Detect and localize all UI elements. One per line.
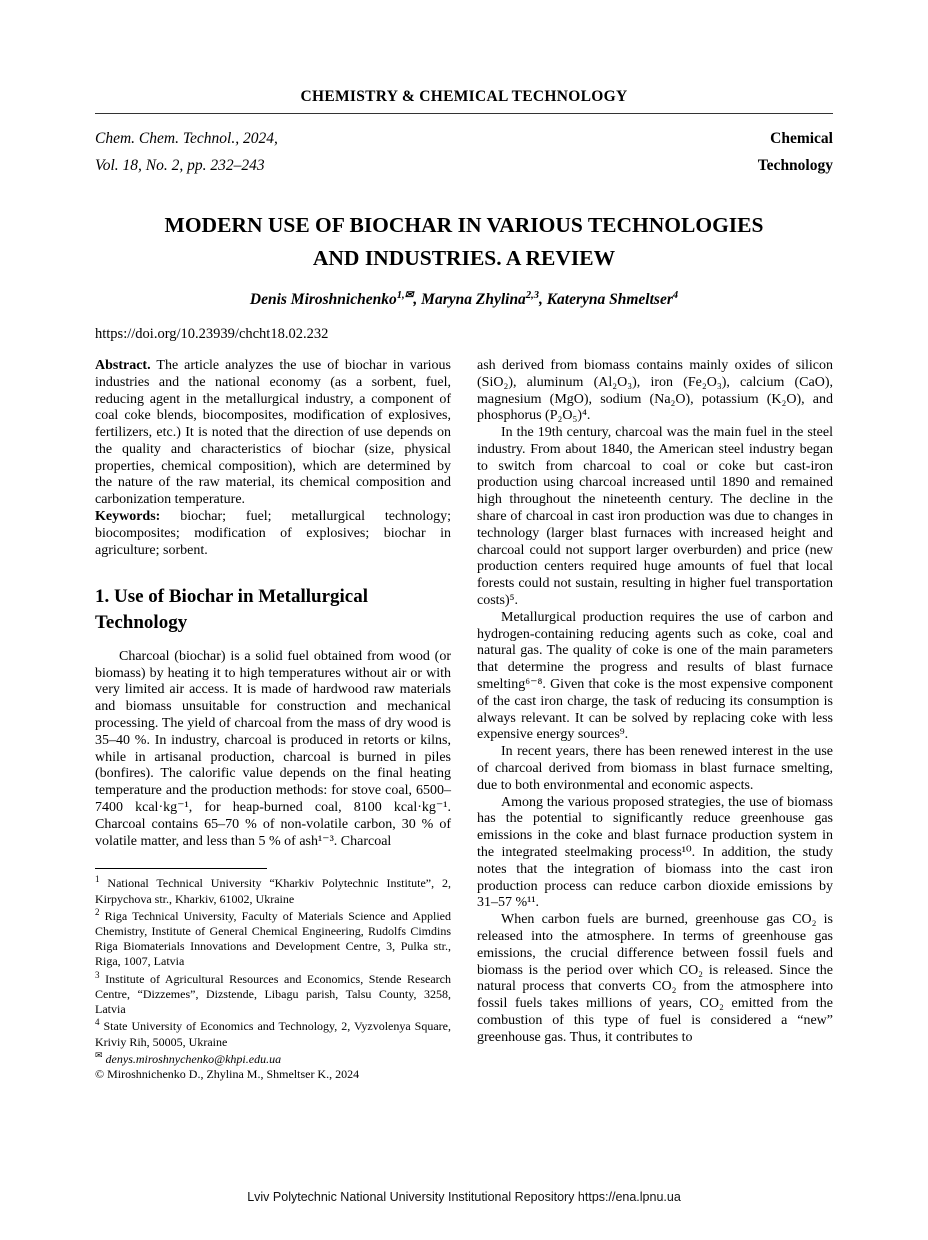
footnote-email: [95, 1050, 451, 1067]
right-column: [477, 358, 833, 1082]
author-1-affiliation-sup: 1,✉: [396, 289, 414, 301]
article-title: [95, 209, 833, 274]
keywords-paragraph: [95, 509, 451, 559]
section-line1: Chemical: [770, 130, 833, 147]
footnote-1-text: National Technical University “Kharkiv Polytechnic Institute”, 2, Kirpychova str., Kharkiv, 61002, Ukraine: [95, 876, 452, 906]
citation-line2: Vol. 18, No. 2, pp. 232–243: [95, 157, 265, 175]
authors-line: [95, 289, 833, 309]
copyright-icon: ©: [95, 1067, 105, 1082]
author-2-affiliation-sup: 2,3: [525, 289, 539, 301]
author-3-affiliation-sup: 4: [672, 289, 679, 301]
doi-link[interactable]: https://doi.org/10.23939/chcht18.02.232: [95, 325, 329, 342]
footnote-1: [95, 874, 451, 906]
section-line2: Technology: [757, 157, 833, 175]
footnote-2-marker: 2: [95, 906, 100, 917]
footnote-4-marker: 4: [95, 1017, 100, 1028]
footnote-2-text: Riga Technical University, Faculty of Materials Science and Applied Chemistry, Institute of General Chemical Engineering, Rudolfs Cimdins Riga Biomaterials Innovations and Development Centre, 3, Pulka str., Riga, 1007, Latvia: [95, 908, 451, 969]
footer-text: Lviv Polytechnic National University Institutional Repository: [247, 1190, 575, 1204]
section-1-heading: 1. Use of Biochar in Metallurgical Technology: [95, 586, 369, 634]
footnote-3-text: Institute of Agricultural Resources and Economics, Stende Research Centre, “Dizzemes”, Dizstende, Libagu parish, Talsu County, 3258, Latvia: [95, 971, 451, 1017]
copyright-line: [95, 1067, 451, 1082]
author-1: Denis Miroshnichenko$^{1,✉}$,: [249, 289, 418, 308]
citation-line1: Chem. Chem. Technol., 2024,: [95, 130, 278, 147]
body-paragraph-right-1: ash derived from biomass contains mainly oxides of silicon (SiO₂), aluminum (Al₂O₃), iron (Fe₂O₃), calcium (CaO), magnesium (MgO), sodium (Na₂O), potassium (K₂O), and phosphorus (P₂O₅)⁴.: [477, 357, 833, 424]
header-rule: [95, 113, 833, 114]
repository-footer: [0, 1190, 928, 1204]
journal-section: [758, 125, 833, 179]
abstract-label: Abstract.: [95, 357, 151, 373]
running-head: CHEMISTRY & CHEMICAL TECHNOLOGY: [300, 88, 628, 105]
left-column: [95, 358, 451, 1082]
body-paragraph-right-5: Among the various proposed strategies, the use of biomass has the potential to significantly reduce greenhouse gas emissions in the coke and blast furnace production system in the integrated steelmaking process¹⁰. In addition, the study notes that the integration of biomass into the cast iron production process can reduce carbon dioxide emissions by 31–57 %¹¹.: [477, 794, 833, 911]
email-link[interactable]: denys.miroshnychenko@khpi.edu.ua: [105, 1051, 282, 1066]
keywords-label: Keywords:: [95, 509, 161, 525]
envelope-icon: ✉: [95, 1049, 103, 1060]
footnotes-block: [95, 850, 451, 1082]
footnote-4: [95, 1017, 451, 1049]
title-line-1: MODERN USE OF BIOCHAR IN VARIOUS TECHNOLOGIES: [164, 213, 764, 238]
title-line-2: AND INDUSTRIES. A REVIEW: [312, 245, 616, 270]
body-paragraph-left-1: Charcoal (biochar) is a solid fuel obtained from wood (or biomass) by heating it to high temperatures without air or with very limited air access. It is made of hardwood raw materials and biomass unsuitable for construction and mechanical processing. The yield of charcoal from the mass of dry wood is 35–40 %. In industry, charcoal is produced in retorts or kilns, while in artisanal production, charcoal is burned in piles (bonfires). The calorific value depends on the final heating temperature and the production methods: for stove coal, 6500–7400 kcal·kg⁻¹, for heap-burned coal, 8100 kcal·kg⁻¹. Charcoal contains 65–70 % of non-volatile carbon, 30 % of volatile matter, and less than 5 % of ash¹⁻³. Charcoal: [95, 648, 451, 849]
footnote-1-marker: 1: [95, 874, 100, 885]
body-paragraph-right-6: When carbon fuels are burned, greenhouse gas CO₂ is released into the atmosphere. In terms of greenhouse gas emissions, the crucial difference between fossil fuels and biomass is the period over which CO₂ is released. Since the natural process that converts CO₂ from the atmosphere into fossil fuels takes millions of years, CO₂ emitted from the combustion of this type of fuel is considered a “new” greenhouse gas. Thus, it contributes to: [477, 912, 833, 1045]
copyright-text: Miroshnichenko D., Zhylina M., Shmeltser K., 2024: [107, 1067, 360, 1082]
body-paragraph-right-2: In the 19th century, charcoal was the main fuel in the steel industry. From about 1840, the American steel industry began to switch from charcoal to coal or coke but cast-iron production using charcoal increased until 1890 and remained high throughout the nineteenth century. The decline in the share of charcoal in cast iron production was due to changes in technology (larger blast furnaces with increased height and charcoal could not support larger overburden) and price (new production centers required huge amounts of fuel that local forests could not sustain, resulting in higher fuel transportation costs)⁵.: [477, 425, 833, 609]
body-paragraph-right-3: Metallurgical production requires the use of carbon and hydrogen-containing reducing agents such as coke, coal and natural gas. The quality of coke is one of the main parameters that determine the progress and results of blast furnace smelting⁶⁻⁸. Given that coke is the most expensive component of the cast iron charge, the task of reducing its consumption is always relevant. It can be solved by replacing coke with less expensive energy sources⁹.: [477, 609, 833, 743]
footnote-rule: [95, 868, 267, 869]
footnote-3-marker: 3: [95, 969, 100, 980]
author-2: Maryna Zhylina$^{2,3}$,: [421, 289, 543, 308]
abstract-paragraph: [95, 358, 451, 509]
body-columns: [95, 358, 833, 1082]
journal-citation: [95, 125, 278, 179]
footnote-2: [95, 907, 451, 970]
keywords-text: biochar; fuel; metallurgical technology; biocomposites; modification of explosives; biochar in agriculture; sorbent.: [95, 509, 451, 558]
footnote-4-text: State University of Economics and Technology, 2, Vyzvolenya Square, Kriviy Rih, 50005, Ukraine: [95, 1019, 451, 1049]
footer-url[interactable]: https://ena.lpnu.ua: [577, 1190, 681, 1204]
masthead: [95, 125, 833, 179]
footnote-3: [95, 970, 451, 1018]
author-3: Kateryna Shmeltser$^4$: [546, 289, 679, 308]
body-paragraph-right-4: In recent years, there has been renewed interest in the use of charcoal derived from biomass in blast furnace smelting, due to both environmental and economic aspects.: [477, 744, 833, 793]
abstract-text: The article analyzes the use of biochar in various industries and the national economy (as a sorbent, fuel, reducing agent in the metallurgical industry, a component of coal coke blends, biocomposites, modification of explosives, fertilizers, etc.) It is noted that the direction of use depends on the quality and characteristics of biochar (size, physical properties, chemical composition), which are determined by the nature of the raw material, its chemical composition and carbonization temperature.: [95, 357, 451, 508]
